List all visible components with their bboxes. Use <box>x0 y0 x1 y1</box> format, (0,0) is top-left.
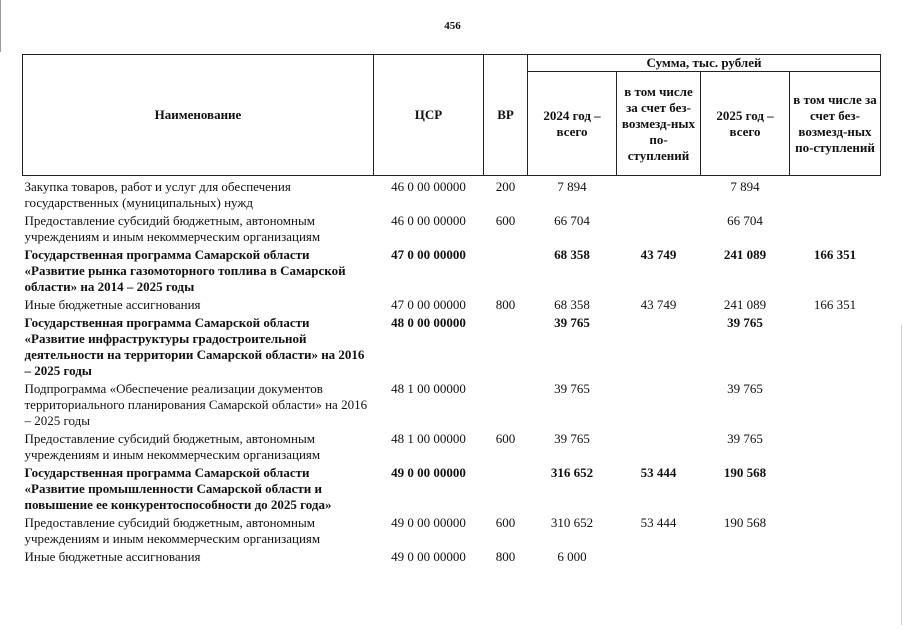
row-vr-cell: 600 <box>495 515 516 530</box>
table-row <box>23 176 881 213</box>
row-2024-total-cell: 39 765 <box>554 431 590 446</box>
header-name: Наименование <box>23 55 374 176</box>
page-number: 456 <box>444 20 461 32</box>
row-2024-grants-cell <box>617 430 701 464</box>
scan-edge-line <box>901 325 902 625</box>
row-2024-grants-cell <box>617 212 701 246</box>
row-csr-cell: 46 0 00 00000 <box>391 179 466 194</box>
table-row <box>23 296 881 314</box>
row-vr-cell: 800 <box>495 297 516 312</box>
row-csr-cell: 49 0 00 00000 <box>391 549 466 564</box>
row-name-cell: Государственная программа Самарской области «Развитие рынка газомоторного топлива в Самарской области» на 2014 – 2025 годы <box>24 247 346 294</box>
row-name-cell: Предоставление субсидий бюджетным, автономным учреждениям и иным некоммерческим организациям <box>24 431 321 462</box>
row-2025-total-cell: 39 765 <box>727 431 763 446</box>
row-2025-total-cell: 7 894 <box>730 179 760 194</box>
row-vr-cell: 600 <box>495 431 516 446</box>
row-name-cell: Государственная программа Самарской области «Развитие инфраструктуры градостроительной деятельности на территории Самарской области» на 2016 – 2025 годы <box>24 315 365 378</box>
row-2024-grants-cell <box>617 314 701 380</box>
row-2024-grants-cell: 43 749 <box>640 297 677 312</box>
row-2024-total-cell: 310 652 <box>550 515 594 530</box>
header-2024-total: 2024 год – всего <box>528 72 617 176</box>
row-2025-total-cell: 39 765 <box>727 315 763 330</box>
row-2025-total-cell: 241 089 <box>723 297 767 312</box>
table-body <box>23 176 881 567</box>
row-name-cell: Подпрограмма «Обеспечение реализации документов территориального планирования Самарской области» на 2016 – 2025 годы <box>24 381 368 428</box>
row-2025-grants-cell <box>790 212 881 246</box>
row-2024-grants-cell: 53 444 <box>640 465 677 480</box>
row-2024-grants-cell <box>617 380 701 430</box>
row-2025-total-cell: 39 765 <box>727 381 763 396</box>
row-2025-grants-cell <box>790 514 881 548</box>
row-2024-total-cell: 7 894 <box>557 179 587 194</box>
table-row <box>23 514 881 548</box>
row-csr-cell: 49 0 00 00000 <box>391 465 466 480</box>
row-2025-total-cell: 241 089 <box>723 247 767 262</box>
header-2024-grants: в том числе за счет без-возмезд-ных по-ступлений <box>617 72 701 176</box>
row-vr-cell: 600 <box>495 213 516 228</box>
row-csr-cell: 48 1 00 00000 <box>391 381 466 396</box>
row-name-cell: Предоставление субсидий бюджетным, автономным учреждениям и иным некоммерческим организациям <box>24 213 321 244</box>
row-2025-grants-cell <box>790 380 881 430</box>
row-name-cell: Иные бюджетные ассигнования <box>24 549 201 564</box>
row-2025-total-cell: 190 568 <box>723 465 767 480</box>
row-2025-total-cell: 66 704 <box>727 213 763 228</box>
row-vr-cell <box>484 314 528 380</box>
header-2025-total: 2025 год – всего <box>701 72 790 176</box>
header-vr: ВР <box>484 55 528 176</box>
row-2024-grants-cell <box>617 176 701 213</box>
row-2025-grants-cell <box>790 314 881 380</box>
row-csr-cell: 48 0 00 00000 <box>391 315 466 330</box>
row-2024-total-cell: 39 765 <box>554 315 590 330</box>
table-row <box>23 380 881 430</box>
row-csr-cell: 46 0 00 00000 <box>391 213 466 228</box>
header-sum: Сумма, тыс. рублей <box>528 55 881 72</box>
table-header <box>23 55 881 176</box>
row-name-cell: Предоставление субсидий бюджетным, автономным учреждениям и иным некоммерческим организациям <box>24 515 321 546</box>
row-2024-total-cell: 68 358 <box>554 247 590 262</box>
row-2025-total-cell <box>701 548 790 566</box>
budget-table <box>22 54 881 566</box>
table-row <box>23 464 881 514</box>
row-csr-cell: 49 0 00 00000 <box>391 515 466 530</box>
row-2024-total-cell: 6 000 <box>557 549 587 564</box>
row-name-cell: Государственная программа Самарской области «Развитие промышленности Самарской области и повышение ее конкурентоспособности до 2025 года» <box>24 465 332 512</box>
row-vr-cell: 800 <box>495 549 516 564</box>
row-2024-total-cell: 39 765 <box>554 381 590 396</box>
row-2025-grants-cell <box>790 548 881 566</box>
row-2024-grants-cell: 53 444 <box>640 515 677 530</box>
row-2024-total-cell: 66 704 <box>554 213 590 228</box>
row-vr-cell <box>484 246 528 296</box>
row-2024-grants-cell: 43 749 <box>640 247 677 262</box>
row-2024-total-cell: 68 358 <box>554 297 590 312</box>
row-2025-grants-cell <box>790 176 881 213</box>
row-2025-grants-cell: 166 351 <box>813 297 857 312</box>
row-2025-total-cell: 190 568 <box>723 515 767 530</box>
row-name-cell: Иные бюджетные ассигнования <box>24 297 201 312</box>
table-row <box>23 314 881 380</box>
row-2025-grants-cell <box>790 430 881 464</box>
header-csr: ЦСР <box>374 55 484 176</box>
row-csr-cell: 48 1 00 00000 <box>391 431 466 446</box>
table-row <box>23 212 881 246</box>
row-csr-cell: 47 0 00 00000 <box>391 247 466 262</box>
row-2025-grants-cell <box>790 464 881 514</box>
row-vr-cell <box>484 380 528 430</box>
table-row <box>23 430 881 464</box>
table-row <box>23 246 881 296</box>
row-vr-cell <box>484 464 528 514</box>
row-2024-grants-cell <box>617 548 701 566</box>
header-2025-grants: в том числе за счет без-возмезд-ных по-ступлений <box>790 72 881 176</box>
row-2024-total-cell: 316 652 <box>550 465 594 480</box>
table-row <box>23 548 881 566</box>
row-name-cell: Закупка товаров, работ и услуг для обеспечения государственных (муниципальных) нужд <box>24 179 291 210</box>
row-vr-cell: 200 <box>495 179 516 194</box>
row-2025-grants-cell: 166 351 <box>813 247 857 262</box>
row-csr-cell: 47 0 00 00000 <box>391 297 466 312</box>
